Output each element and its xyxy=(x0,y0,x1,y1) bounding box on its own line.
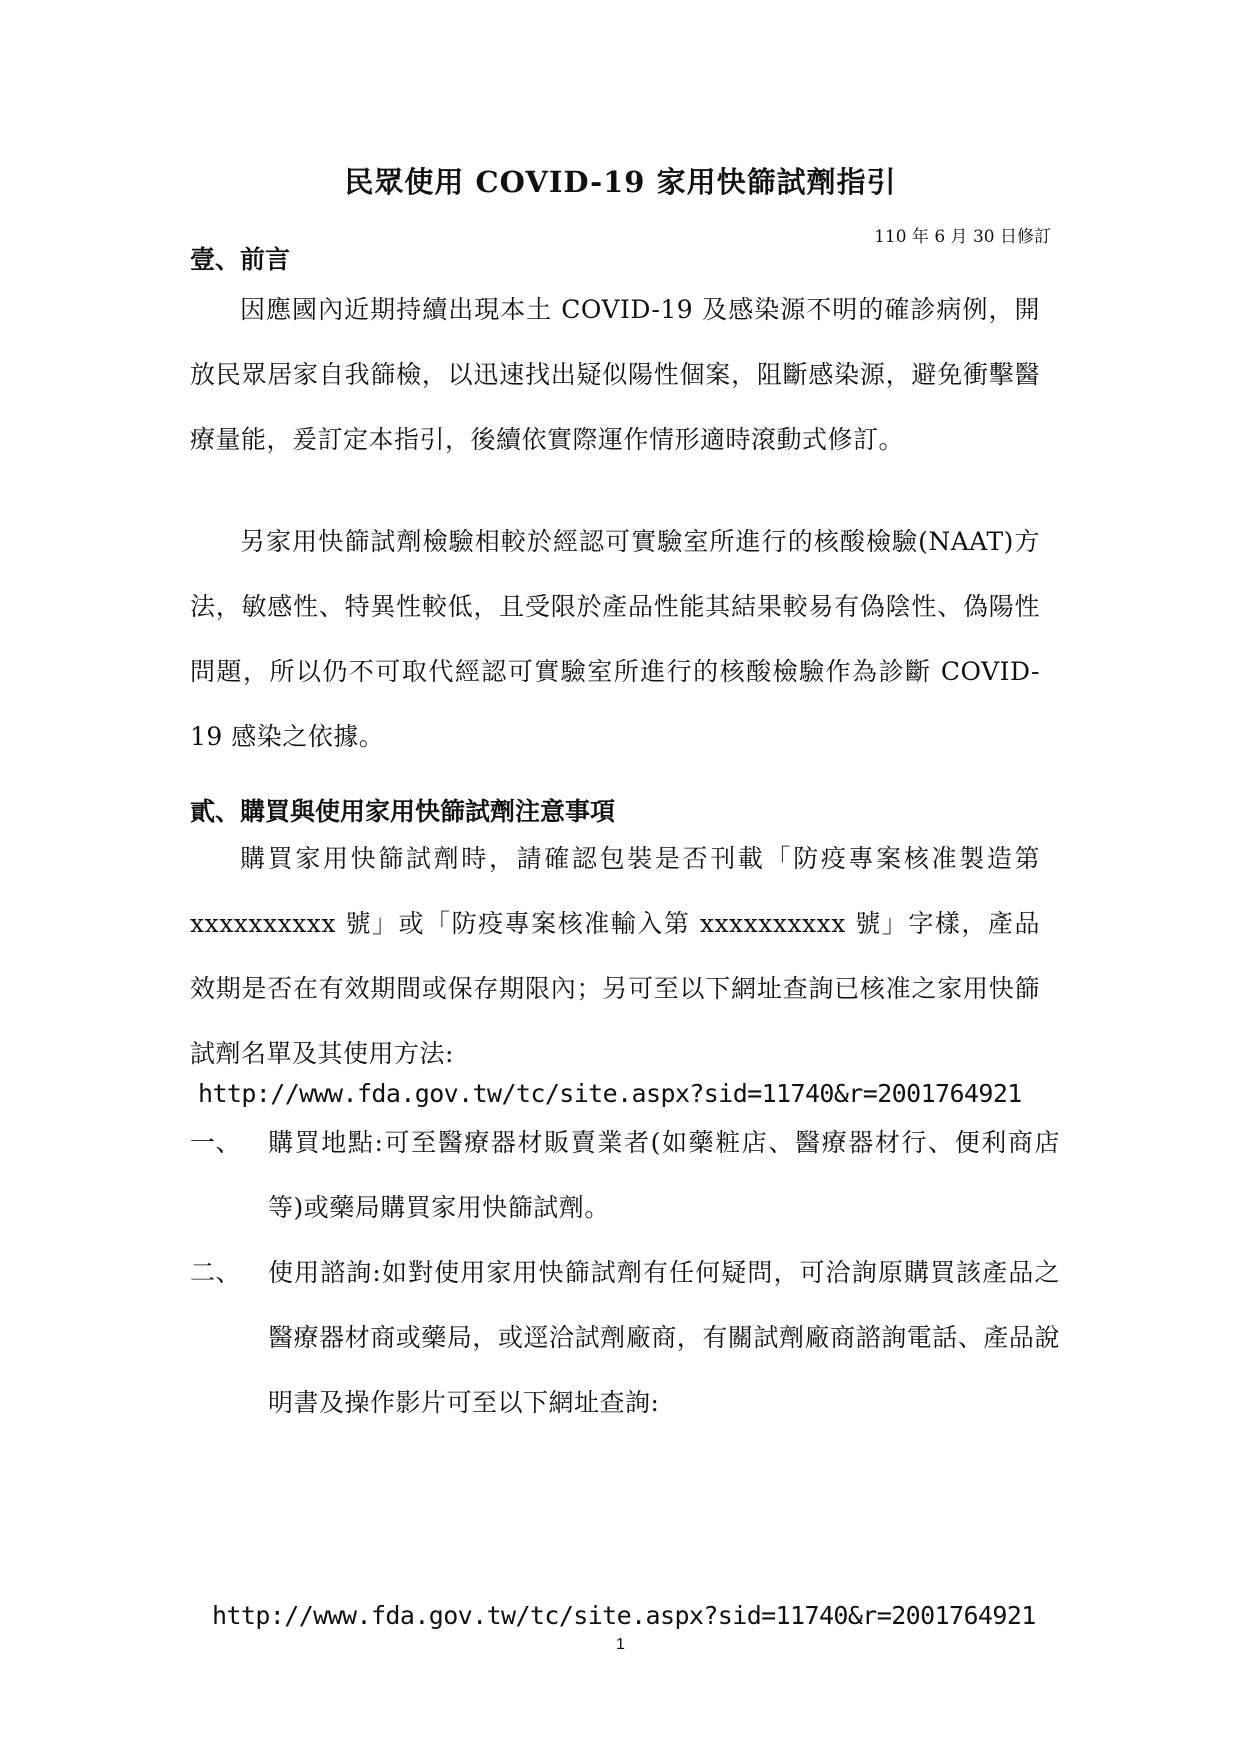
list-item-text: 使用諮詢:如對使用家用快篩試劑有任何疑問，可洽詢原購買該產品之醫療器材商或藥局，或逕洽試劑廠商，有關試劑廠商諮詢電話、產品說明書及操作影片可至以下網址查詢: xyxy=(268,1258,1060,1417)
document-title: 民眾使用 COVID-19 家用快篩試劑指引 xyxy=(344,165,897,199)
list-item-text: 購買地點:可至醫療器材販賣業者(如藥粧店、醫療器材行、便利商店等)或藥局購買家用快篩試劑。 xyxy=(268,1128,1060,1222)
list-item-purchase-location xyxy=(190,1110,1060,1240)
revision-date: 110 年 6 月 30 日修訂 xyxy=(874,227,1051,247)
list-item-usage-consultation xyxy=(190,1240,1060,1435)
section-heading-purchase: 貳、購買與使用家用快篩試劑注意事項 xyxy=(190,797,616,826)
page-number: 1 xyxy=(616,1636,625,1653)
fda-link-1[interactable]: http://www.fda.gov.tw/tc/site.aspx?sid=11740&r=2001764921 xyxy=(198,1079,1022,1108)
list-item-number: 一、 xyxy=(190,1128,242,1157)
fda-link-2[interactable]: http://www.fda.gov.tw/tc/site.aspx?sid=11740&r=2001764921 xyxy=(212,1601,1036,1630)
list-item-number: 二、 xyxy=(190,1258,242,1287)
purchase-paragraph: 購買家用快篩試劑時，請確認包裝是否刊載「防疫專案核准製造第 xxxxxxxxxx 號」或「防疫專案核准輸入第 xxxxxxxxxx 號」字樣，產品效期是否在有效期間或保存期限內；另可至以下網址查詢已核准之家用快篩試劑名單及其使用方法: xyxy=(190,844,1040,1068)
section-heading-preface: 壹、前言 xyxy=(190,245,291,274)
preface-paragraph-2: 另家用快篩試劑檢驗相較於經認可實驗室所進行的核酸檢驗(NAAT)方法，敏感性、特異性較低，且受限於產品性能其結果較易有偽陰性、偽陽性問題，所以仍不可取代經認可實驗室所進行的核酸檢驗作為診斷 COVID-19 感染之依據。 xyxy=(190,527,1040,751)
preface-paragraph-1: 因應國內近期持續出現本土 COVID-19 及感染源不明的確診病例，開放民眾居家自我篩檢，以迅速找出疑似陽性個案，阻斷感染源，避免衝擊醫療量能，爰訂定本指引，後續依實際運作情形適時滾動式修訂。 xyxy=(190,295,1040,454)
